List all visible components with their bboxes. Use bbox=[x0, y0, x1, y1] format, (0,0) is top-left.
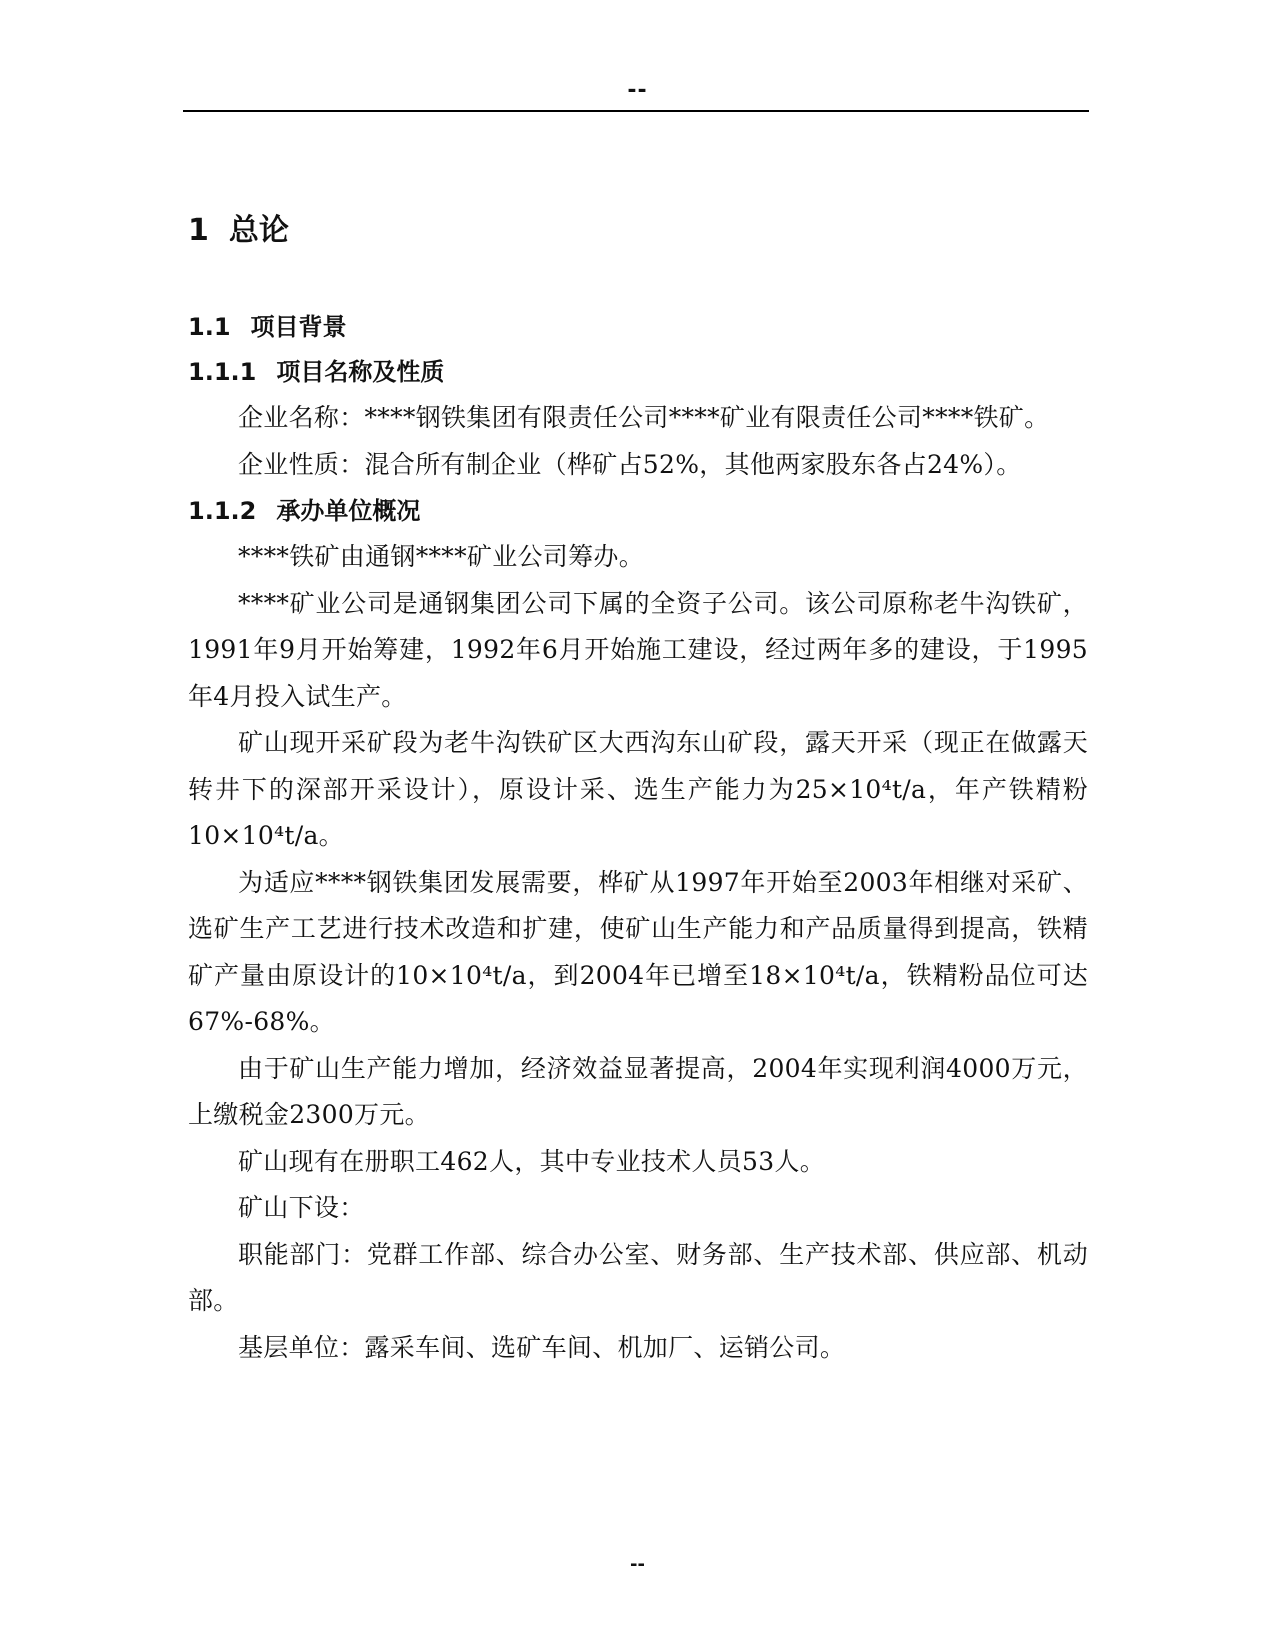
subsection-title: 项目名称及性质 bbox=[276, 358, 445, 386]
paragraph: 基层单位：露采车间、选矿车间、机加厂、运销公司。 bbox=[238, 1332, 846, 1362]
header-rule bbox=[183, 110, 1089, 112]
paragraph: 为适应****钢铁集团发展需要，桦矿从1997年开始至2003年相继对采矿、选矿生产工艺进行技术改造和扩建，使矿山生产能力和产品质量得到提高，铁精矿产量由原设计的10×10⁴t/a，到2004年已增至18×10⁴t/a，铁精粉品位可达67%-68%。 bbox=[188, 867, 1088, 1036]
page-footer-mark: -- bbox=[630, 1554, 645, 1575]
paragraph: ****铁矿由通钢****矿业公司筹办。 bbox=[238, 542, 645, 571]
section-heading bbox=[188, 305, 1088, 349]
paragraph: 企业名称：****钢铁集团有限责任公司****矿业有限责任公司****铁矿。 bbox=[238, 403, 1050, 432]
paragraph: 企业性质：混合所有制企业（桦矿占52%，其他两家股东各占24%）。 bbox=[238, 449, 1022, 479]
paragraph: 职能部门：党群工作部、综合办公室、财务部、生产技术部、供应部、机动部。 bbox=[188, 1239, 1088, 1315]
chapter-title: 总论 bbox=[228, 213, 289, 248]
paragraph: 由于矿山生产能力增加，经济效益显著提高，2004年实现利润4000万元，上缴税金2300万元。 bbox=[188, 1053, 1088, 1129]
chapter-number: 1 bbox=[188, 213, 209, 248]
subsection-title: 承办单位概况 bbox=[276, 497, 421, 525]
section-number: 1.1 bbox=[188, 313, 231, 341]
paragraph: 矿山现开采矿段为老牛沟铁矿区大西沟东山矿段，露天开采（现正在做露天转井下的深部开采设计），原设计采、选生产能力为25×10⁴t/a，年产铁精粉10×10⁴t/a。 bbox=[188, 728, 1088, 850]
section-title: 项目背景 bbox=[250, 313, 347, 341]
paragraph: 矿山现有在册职工462人，其中专业技术人员53人。 bbox=[238, 1146, 826, 1176]
subsection-number: 1.1.2 bbox=[188, 497, 257, 525]
subsection-heading-2 bbox=[188, 490, 1088, 532]
document-body bbox=[188, 205, 1088, 1371]
page-header-mark: -- bbox=[627, 78, 648, 103]
subsection-number: 1.1.1 bbox=[188, 358, 257, 386]
chapter-heading bbox=[188, 205, 1088, 265]
paragraph: 矿山下设： bbox=[238, 1193, 365, 1222]
paragraph: ****矿业公司是通钢集团公司下属的全资子公司。该公司原称老牛沟铁矿，1991年9月开始筹建，1992年6月开始施工建设，经过两年多的建设，于1995年4月投入试生产。 bbox=[188, 588, 1088, 711]
subsection-heading-1 bbox=[188, 351, 1088, 393]
